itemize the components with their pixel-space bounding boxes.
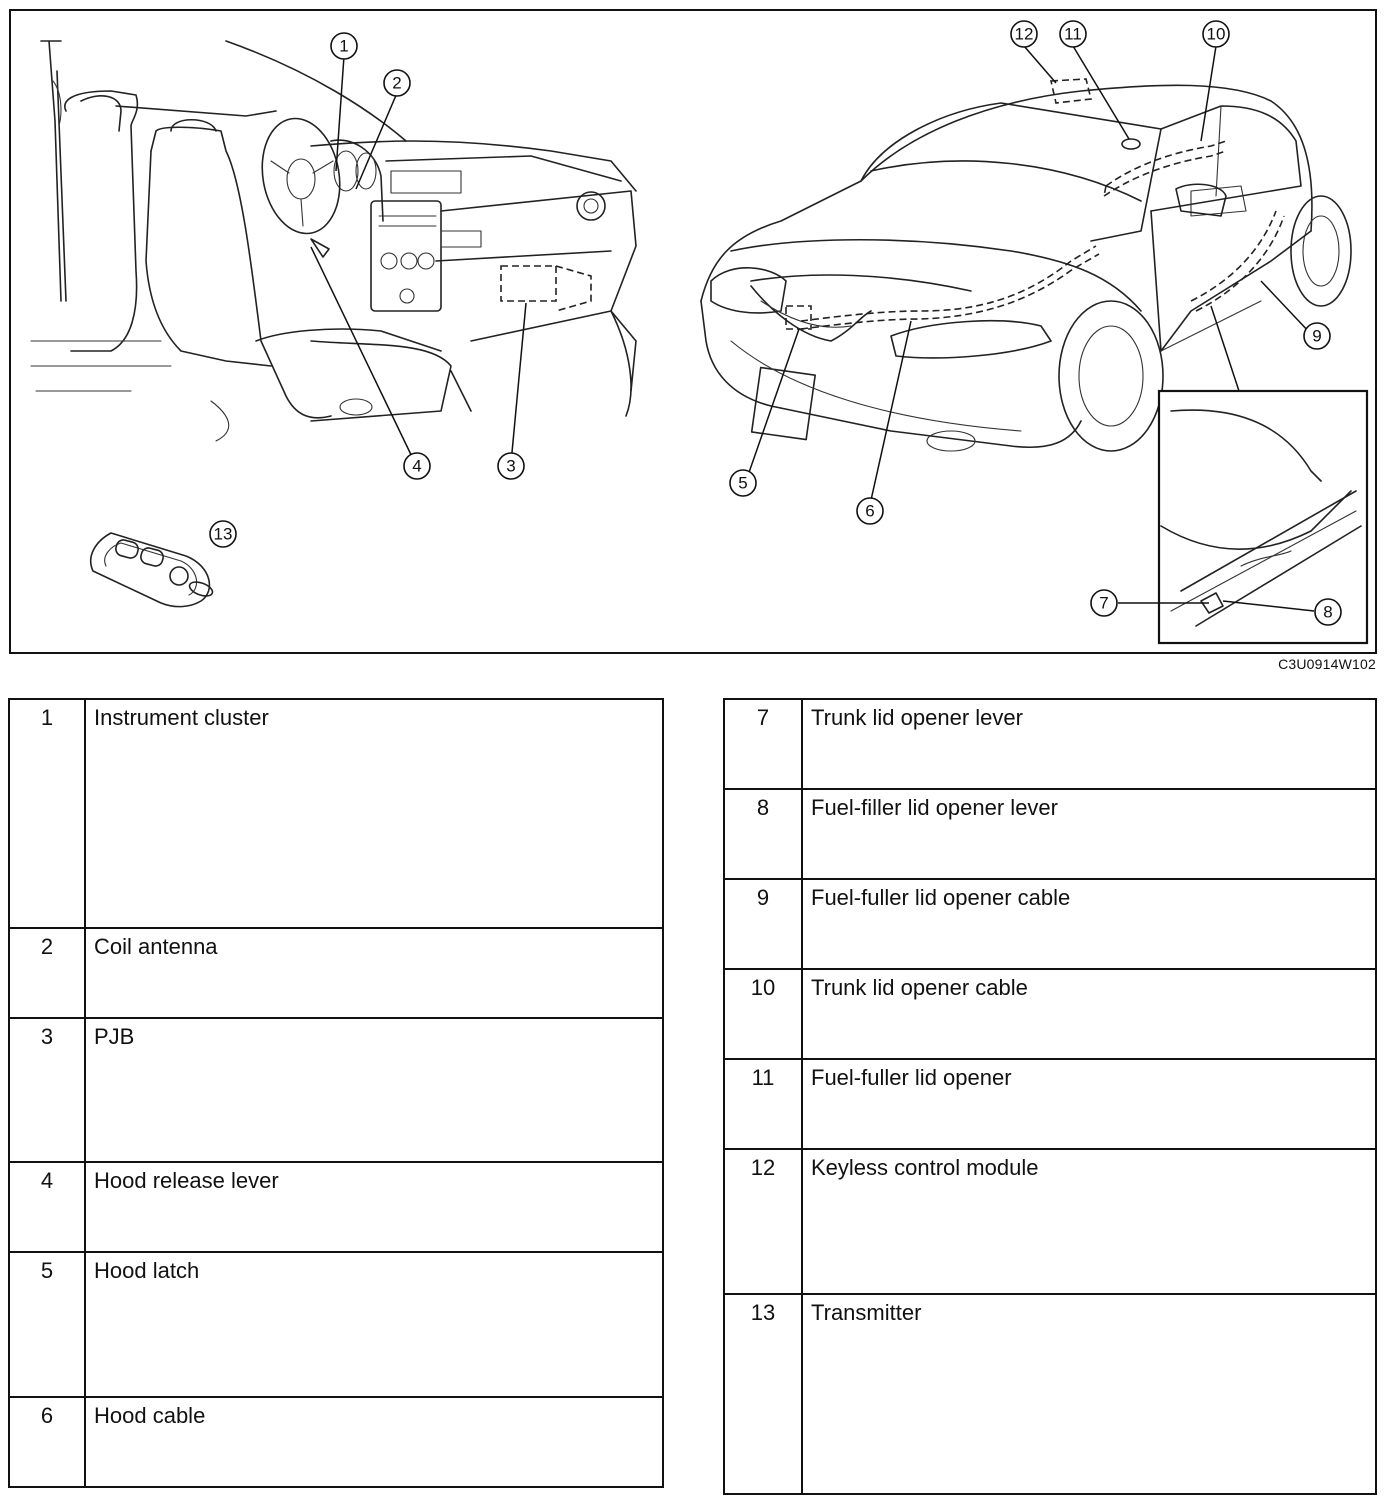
callout-11-label: 11 <box>1064 24 1082 44</box>
legend-row <box>9 928 663 1018</box>
callout-3-label: 3 <box>506 456 516 476</box>
legend-row <box>724 1294 1376 1494</box>
legend-row <box>724 969 1376 1059</box>
callout-10 <box>1203 21 1229 47</box>
legend-number: 11 <box>724 1059 802 1149</box>
legend-label: Trunk lid opener lever <box>802 699 1376 789</box>
callout-8-label: 8 <box>1323 602 1333 622</box>
legend-number: 4 <box>9 1162 85 1252</box>
legend-label: Trunk lid opener cable <box>802 969 1376 1059</box>
callout-13-label: 13 <box>213 524 233 544</box>
legend-number: 5 <box>9 1252 85 1397</box>
legend-row <box>9 699 663 928</box>
callout-9 <box>1304 323 1330 349</box>
legend-label: Instrument cluster <box>85 699 663 928</box>
legend-label: Hood cable <box>85 1397 663 1487</box>
legend-label: Fuel-fuller lid opener cable <box>802 879 1376 969</box>
legend-label: Fuel-filler lid opener lever <box>802 789 1376 879</box>
legend-number: 9 <box>724 879 802 969</box>
legend-number: 7 <box>724 699 802 789</box>
callout-4-label: 4 <box>412 456 422 476</box>
legend-table-left <box>8 698 664 1488</box>
callout-5-label: 5 <box>738 473 748 493</box>
component-location-figure <box>9 9 1377 654</box>
legend-row <box>724 1059 1376 1149</box>
legend-row <box>9 1252 663 1397</box>
legend-number: 8 <box>724 789 802 879</box>
legend-number: 12 <box>724 1149 802 1294</box>
legend-label: Hood latch <box>85 1252 663 1397</box>
legend-label: Fuel-fuller lid opener <box>802 1059 1376 1149</box>
legend-number: 2 <box>9 928 85 1018</box>
legend-row <box>724 699 1376 789</box>
figure-code: C3U0914W102 <box>1278 656 1376 672</box>
legend-row <box>724 1149 1376 1294</box>
legend-number: 10 <box>724 969 802 1059</box>
transmitter-illustration <box>91 533 215 607</box>
callout-2-label: 2 <box>392 73 402 93</box>
callout-7-label: 7 <box>1099 593 1109 613</box>
legend-label: Hood release lever <box>85 1162 663 1252</box>
callout-1 <box>331 33 357 59</box>
callout-11 <box>1060 21 1086 47</box>
legend-row <box>9 1397 663 1487</box>
callout-7 <box>1091 590 1117 616</box>
interior-illustration <box>31 41 636 441</box>
callout-1-label: 1 <box>339 36 349 56</box>
legend-label: Keyless control module <box>802 1149 1376 1294</box>
legend-label: PJB <box>85 1018 663 1162</box>
callout-4 <box>404 453 430 479</box>
callout-10-label: 10 <box>1206 24 1226 44</box>
callout-12 <box>1011 21 1037 47</box>
callout-6 <box>857 498 883 524</box>
legend-label: Transmitter <box>802 1294 1376 1494</box>
inset-detail <box>1159 306 1367 643</box>
legend-row <box>724 789 1376 879</box>
callout-2 <box>384 70 410 96</box>
callout-8 <box>1315 599 1341 625</box>
callout-9-label: 9 <box>1312 326 1322 346</box>
legend-number: 3 <box>9 1018 85 1162</box>
callout-5 <box>730 470 756 496</box>
callout-12-label: 12 <box>1014 24 1034 44</box>
legend-table-right <box>723 698 1377 1495</box>
callout-13 <box>210 521 236 547</box>
legend-number: 13 <box>724 1294 802 1494</box>
legend-row <box>9 1162 663 1252</box>
callout-6-label: 6 <box>865 501 875 521</box>
legend-number: 1 <box>9 699 85 928</box>
legend-row <box>724 879 1376 969</box>
callout-3 <box>498 453 524 479</box>
legend-label: Coil antenna <box>85 928 663 1018</box>
legend-number: 6 <box>9 1397 85 1487</box>
figure-drawing <box>11 11 1379 656</box>
legend-row <box>9 1018 663 1162</box>
